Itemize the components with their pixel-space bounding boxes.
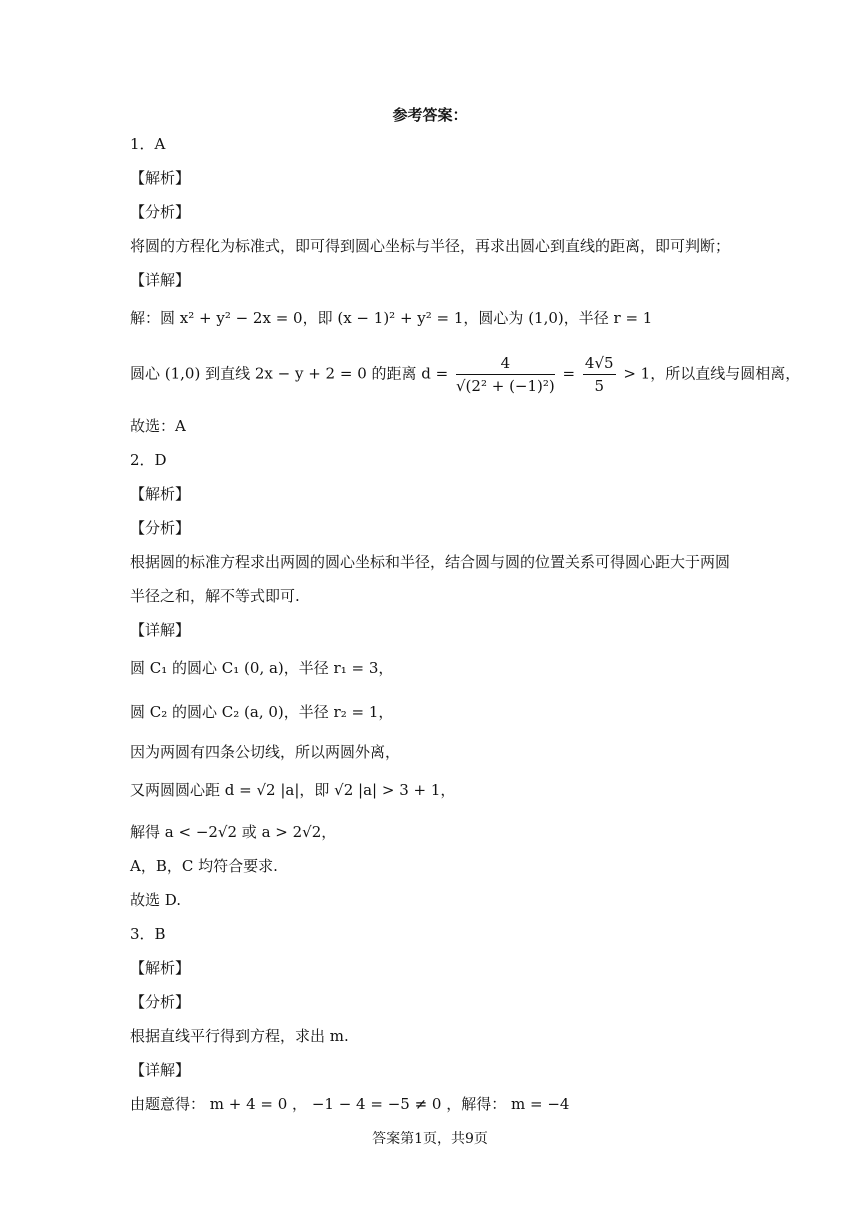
q3-answer: 3．B <box>130 925 166 943</box>
q1-fraction-denominator: √(2² + (−1)²) <box>456 377 555 395</box>
q2-step2: 圆 C₂ 的圆心 C₂ (a, 0)，半径 r₂ = 1， <box>130 703 394 721</box>
q2-answer: 2．D <box>130 451 167 469</box>
q2-analysis-line2: 半径之和，解不等式即可. <box>130 587 300 605</box>
q1-answer: 1．A <box>130 135 166 153</box>
q1-jiexi-heading: 【解析】 <box>130 169 191 187</box>
q1-step2 <box>130 354 800 395</box>
q1-result-denominator: 5 <box>594 377 604 395</box>
q1-analysis: 将圆的方程化为标准式，即可得到圆心坐标与半径，再求出圆心到直线的距离，即可判断； <box>130 237 731 255</box>
q1-fenxi-heading: 【分析】 <box>130 203 191 221</box>
q1-result-fraction <box>583 354 616 395</box>
q3-xiangjie-heading: 【详解】 <box>130 1061 191 1079</box>
q1-fraction-numerator: 4 <box>456 354 555 375</box>
q1-result-numerator: 4√5 <box>583 354 616 375</box>
q2-xiangjie-heading: 【详解】 <box>130 621 191 639</box>
q2-step4: 又两圆圆心距 d = √2 |a|，即 √2 |a| > 3 + 1， <box>130 781 456 799</box>
q2-step3: 因为两圆有四条公切线，所以两圆外离， <box>130 743 401 761</box>
q1-choice: 故选：A <box>130 417 186 435</box>
q3-fenxi-heading: 【分析】 <box>130 993 191 1011</box>
q1-step2-suffix: > 1，所以直线与圆相离， <box>623 364 801 383</box>
q2-step1: 圆 C₁ 的圆心 C₁ (0, a)，半径 r₁ = 3， <box>130 659 394 677</box>
q2-step6: A，B，C 均符合要求. <box>130 857 278 875</box>
q2-choice: 故选 D. <box>130 891 182 909</box>
q2-analysis-line1: 根据圆的标准方程求出两圆的圆心坐标和半径，结合圆与圆的位置关系可得圆心距大于两圆 <box>130 553 731 571</box>
q3-step1: 由题意得： m + 4 = 0 ， −1 − 4 = −5 ≠ 0 ，解得： m = −4 <box>130 1095 570 1113</box>
q1-step2-equals: = <box>562 364 576 383</box>
q1-xiangjie-heading: 【详解】 <box>130 271 191 289</box>
q2-jiexi-heading: 【解析】 <box>130 485 191 503</box>
q1-step2-prefix: 圆心 (1,0) 到直线 2x − y + 2 = 0 的距离 d = <box>130 364 449 383</box>
page-title: 参考答案： <box>392 106 468 124</box>
q1-step1: 解：圆 x² + y² − 2x = 0，即 (x − 1)² + y² = 1，圆心为 (1,0)，半径 r = 1 <box>130 309 653 327</box>
q3-analysis: 根据直线平行得到方程，求出 m. <box>130 1027 349 1045</box>
q2-fenxi-heading: 【分析】 <box>130 519 191 537</box>
q3-jiexi-heading: 【解析】 <box>130 959 191 977</box>
q1-distance-fraction <box>456 354 555 395</box>
q2-step5: 解得 a < −2√2 或 a > 2√2， <box>130 823 337 841</box>
page-footer: 答案第1页，共9页 <box>372 1131 488 1147</box>
